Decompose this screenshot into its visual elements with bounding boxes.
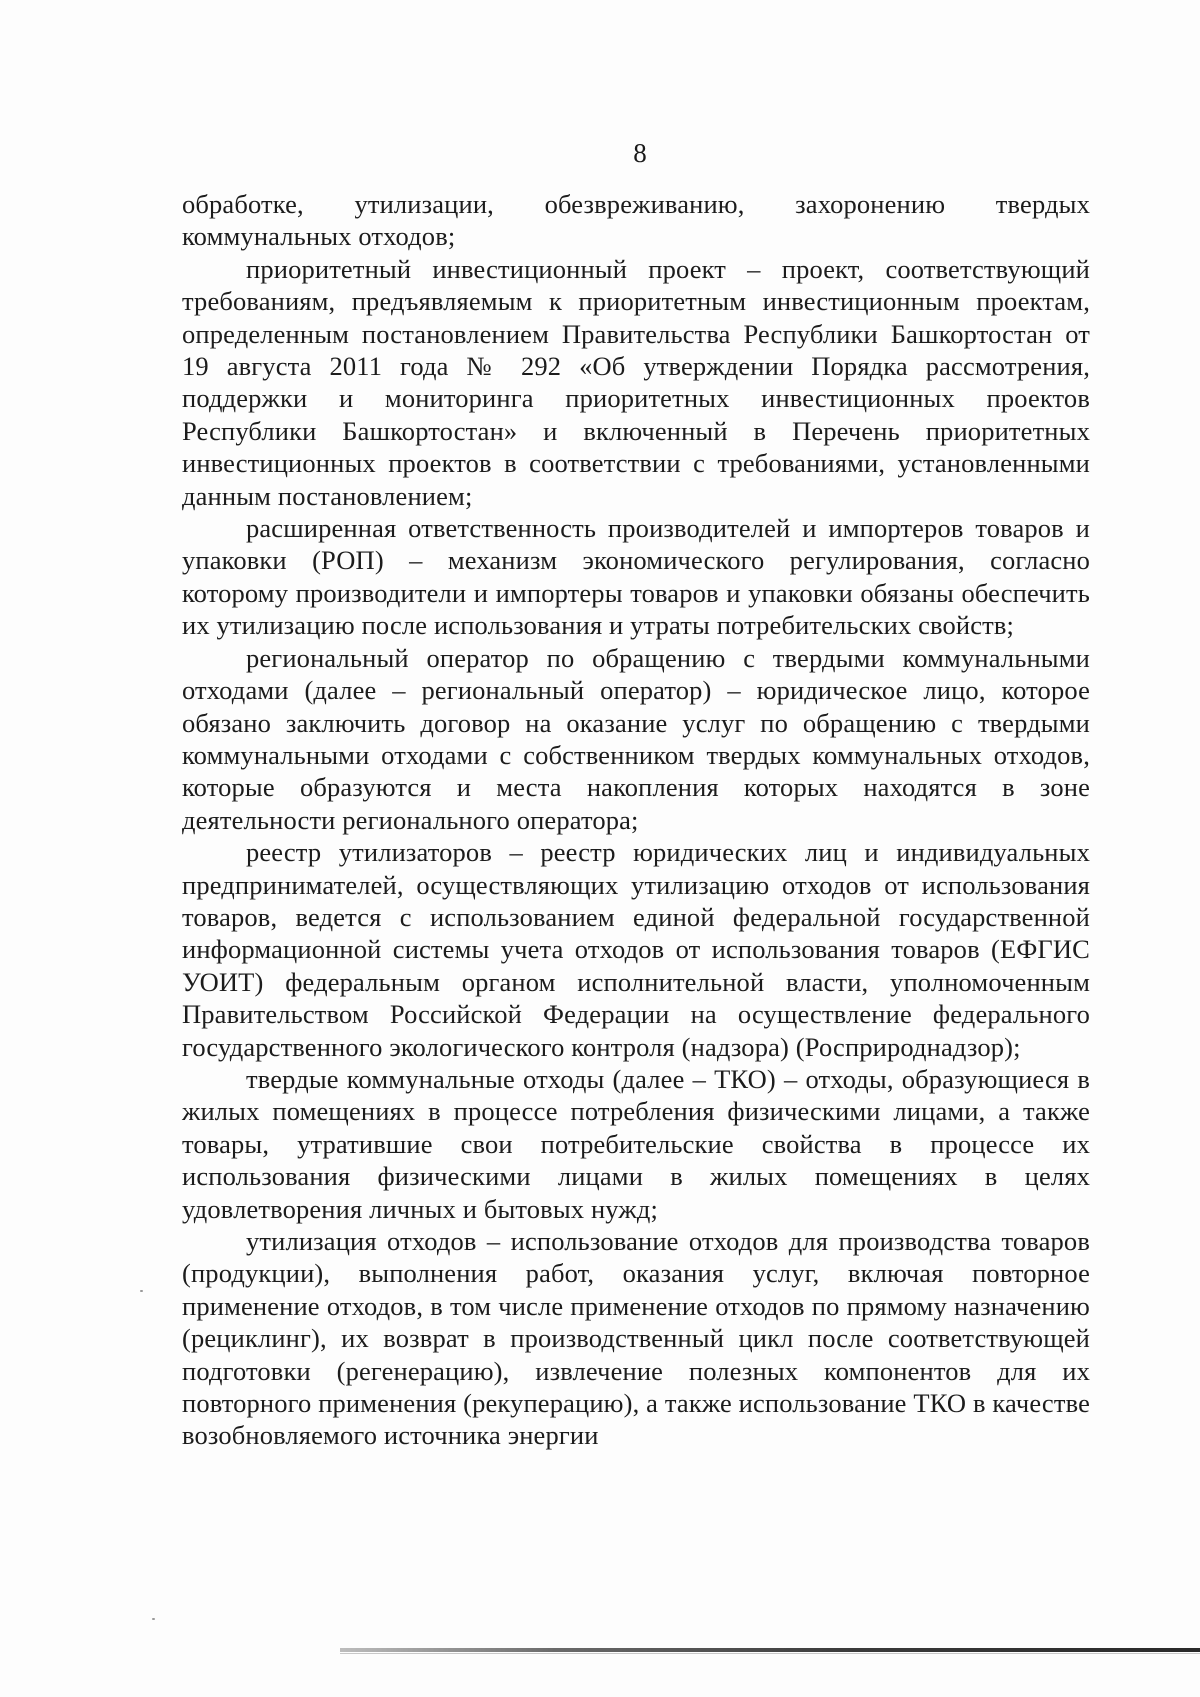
paragraph-regional-operator: региональный оператор по обращению с твердыми коммунальными отходами (далее – региональный оператор) – юридическое лицо, которое обязано заключить договор на оказание услуг по обращению с твердыми коммунальными отходами с собственником твердых коммунальных отходов, которые образуются и места накопления которых находятся в зоне деятельности регионального оператора; xyxy=(182,642,1090,835)
paragraph-waste-utilization: утилизация отходов – использование отходов для производства товаров (продукции), выполнения работ, оказания услуг, включая повторное применение отходов, в том числе применение отходов по прямому назначению (рециклинг), их возврат в производственный цикл после соответствующей подготовки (регенерацию), извлечение полезных компонентов для их повторного применения (рекуперацию), а также использование ТКО в качестве возобновляемого источника энергии xyxy=(182,1226,1090,1451)
paragraph-solid-municipal-waste: твердые коммунальные отходы (далее – ТКО) – отходы, образующиеся в жилых помещениях в процессе потребления физическими лицами, а также товары, утратившие свои потребительские свойства в процессе их использования физическими лицами в жилых помещениях в целях удовлетворения личных и бытовых нужд; xyxy=(182,1063,1090,1224)
paragraph-priority-investment-project: приоритетный инвестиционный проект – проект, соответствующий требованиям, предъявляемым к приоритетным инвестиционным проектам, определенным постановлением Правительства Республики Башкортостан от 19 августа 2011 года № 292 «Об утверждении Порядка рассмотрения, поддержки и мониторинга приоритетных инвестиционных проектов Республики Башкортостан» и включенный в Перечень приоритетных инвестиционных проектов в соответствии с требованиями, установленными данным постановлением; xyxy=(182,253,1090,511)
scan-artifact xyxy=(140,1290,143,1292)
paragraph-extended-producer-responsibility: расширенная ответственность производителей и импортеров товаров и упаковки (РОП) – механизм экономического регулирования, согласно которому производители и импортеры товаров и упаковки обязаны обеспечить их утилизацию после использования и утраты потребительских свойств; xyxy=(182,513,1090,641)
document-body xyxy=(182,188,1090,1452)
paragraph-continuation: обработке, утилизации, обезвреживанию, захоронению твердых коммунальных отходов; xyxy=(182,189,1090,252)
bottom-rule xyxy=(340,1648,1200,1652)
scan-artifact xyxy=(152,1618,155,1620)
page-number: 8 xyxy=(633,138,647,168)
paragraph-recyclers-registry: реестр утилизаторов – реестр юридических лиц и индивидуальных предпринимателей, осуществляющих утилизацию отходов от использования товаров, ведется с использованием единой федеральной государственной информационной системы учета отходов от использования товаров (ЕФГИС УОИТ) федеральным органом исполнительной власти, уполномоченным Правительством Российской Федерации на осуществление федерального государственного экологического контроля (надзора) (Росприроднадзор); xyxy=(182,837,1090,1062)
bottom-rule-shadow xyxy=(340,1653,1200,1654)
